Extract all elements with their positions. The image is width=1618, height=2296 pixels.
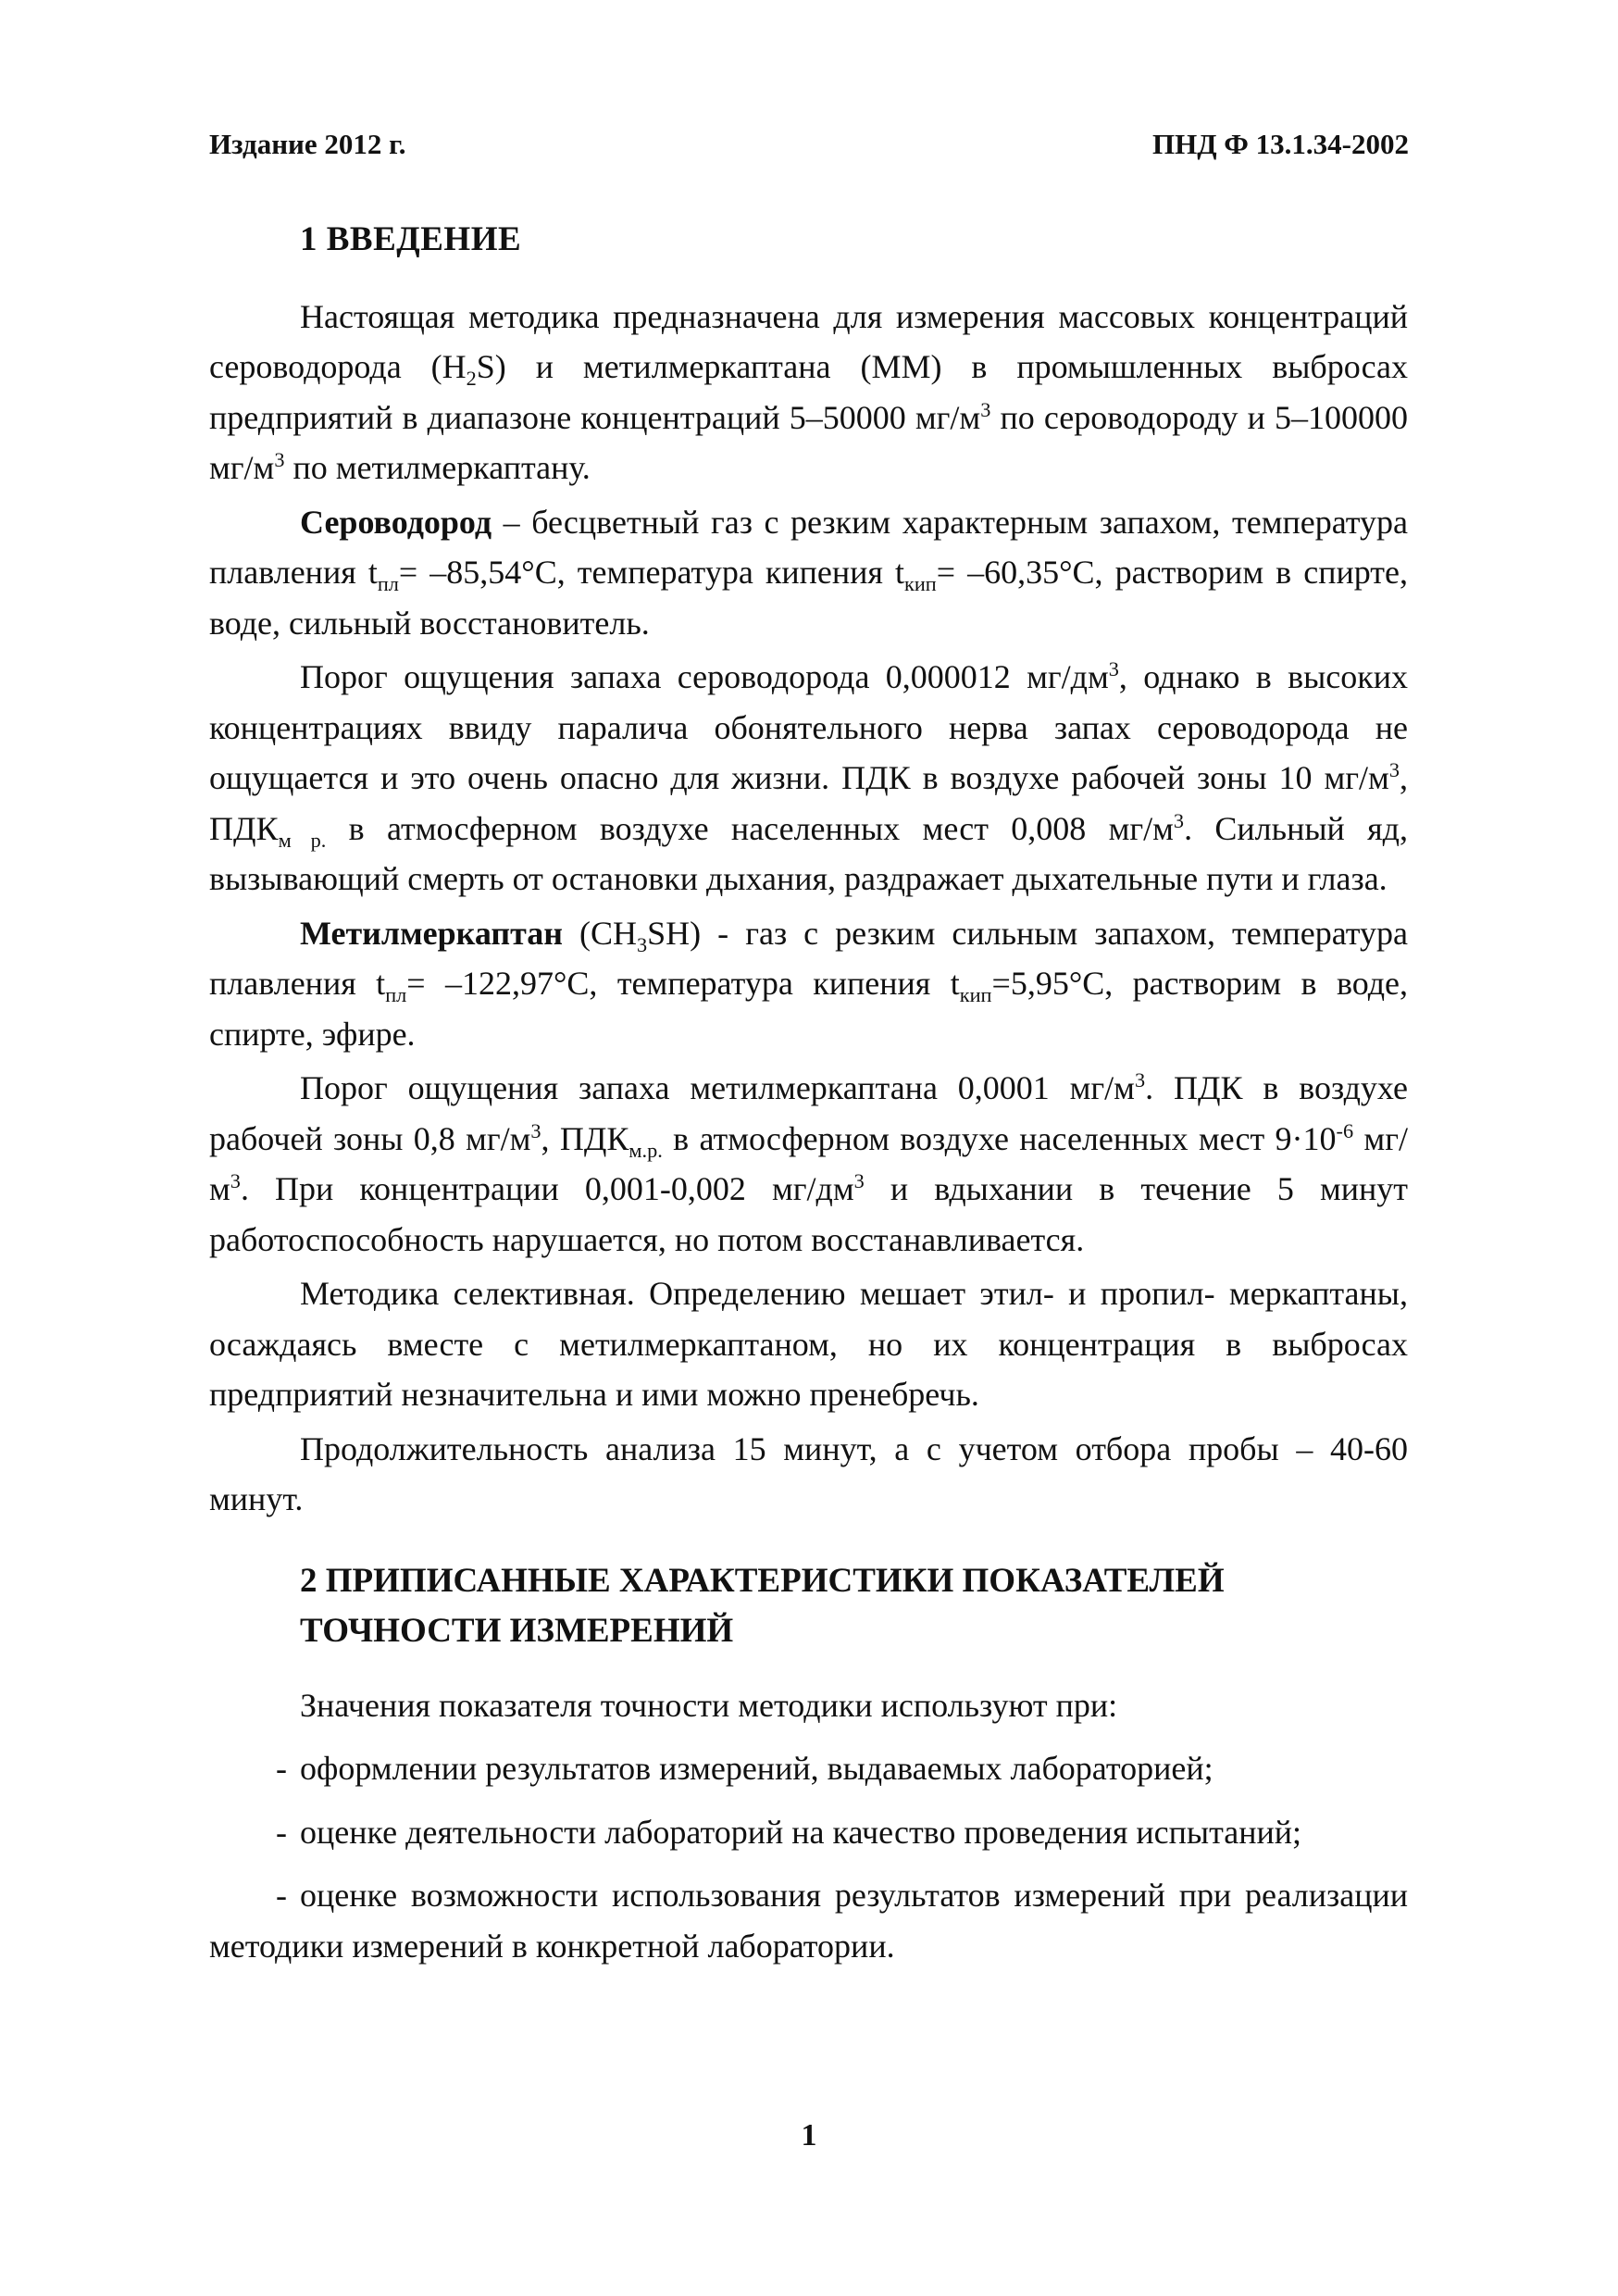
section-2-title-line-2: ТОЧНОСТИ ИЗМЕРЕНИЙ — [300, 1611, 734, 1650]
list-item: - оформлении результатов измерений, выдаваемых лабораторией; — [209, 1743, 1408, 1794]
page-content — [209, 215, 1408, 1984]
bullet-dash: - — [276, 1877, 287, 1914]
section-2-title-line-1: 2 ПРИПИСАННЫЕ ХАРАКТЕРИСТИКИ ПОКАЗАТЕЛЕЙ — [300, 1561, 1225, 1600]
paragraph-methyl-mercaptan: Метилмеркаптан $(CH_3SH)$ - газ с резким сильным запахом, температура плавления $t_{пл}= -122,97^\circ C$, температура кипения $t_{кип}=5,95^\circ C$, растворим в воде, спирте, эфире. — [209, 914, 1408, 1053]
section-2-intro: Значения показателя точности методики используют при: — [300, 1686, 1118, 1724]
document-number: ПНД Ф 13.1.34-2002 — [1151, 128, 1409, 160]
bullet-dash: - — [276, 1750, 287, 1787]
term-hydrogen-sulfide: Сероводород — [300, 503, 492, 541]
page-number: 1 — [801, 2118, 817, 2152]
term-methyl-mercaptan: Метилмеркаптан — [300, 914, 563, 952]
paragraph-h2s-odor-threshold: Порог ощущения запаха сероводорода 0,000012 $мг/дм^3$, однако в высоких концентрациях ввиду паралича обонятельного нерва запах сероводорода не ощущается и это очень опасно для жизни. ПДК в воздухе рабочей зоны 10 $мг/м^3$, $ПДК_{м р.}$ в атмосферном воздухе населенных мест 0,008 $мг/м^3$. Сильный яд, вызывающий смерть от остановки дыхания, раздражает дыхательные пути и глаза. — [209, 657, 1409, 897]
paragraph-mm-odor-threshold: Порог ощущения запаха метилмеркаптана 0,0001 $мг/м^3$. ПДК в воздухе рабочей зоны 0,8 $мг/м^3$, $ПДК_{м.р.}$ в атмосферном воздухе населенных мест $9\cdot 10^{-6}$ $мг/м^3$. При концентрации 0,001-0,002 $мг/дм^3$ и вдыхании в течение 5 минут работоспособность нарушается, но потом восстанавливается. — [209, 1068, 1408, 1258]
section-2-title — [300, 1556, 1408, 1656]
page-header — [209, 128, 1409, 161]
paragraph-selectivity: Методика селективная. Определению мешает этил- и пропил- меркаптаны, осаждаясь вместе с метилмеркаптаном, но их концентрация в выбросах предприятий незначительна и ими можно пренебречь. — [209, 1275, 1408, 1413]
paragraph-intro: Настоящая методика предназначена для измерения массовых концентраций сероводорода $(H_2S)$ и метилмеркаптана (ММ) в промышленных выбросах предприятий в диапазоне концентраций 5–50000 $мг/м^3$ по сероводороду и 5–100000 $мг/м^3$ по метилмеркаптану. — [209, 297, 1409, 486]
list-item: - оценке деятельности лабораторий на качество проведения испытаний; — [209, 1807, 1408, 1858]
paragraph-hydrogen-sulfide: Сероводород – бесцветный газ с резким характерным запахом, температура плавления $t_{пл}= -85,54^\circ C$, температура кипения $t_{кип}= -60,35^\circ C$, растворим в спирте, воде, сильный восстановитель. — [209, 503, 1408, 642]
edition-label: Издание 2012 г. — [209, 128, 406, 160]
paragraph-duration: Продолжительность анализа 15 минут, а с учетом отбора пробы – 40-60 минут. — [209, 1429, 1408, 1517]
list-item: - оценке возможности использования результатов измерений при реализации методики измерений в конкретной лаборатории. — [209, 1870, 1408, 1971]
section-1-title: 1 ВВЕДЕНИЕ — [300, 220, 522, 258]
bullet-dash: - — [276, 1813, 287, 1851]
